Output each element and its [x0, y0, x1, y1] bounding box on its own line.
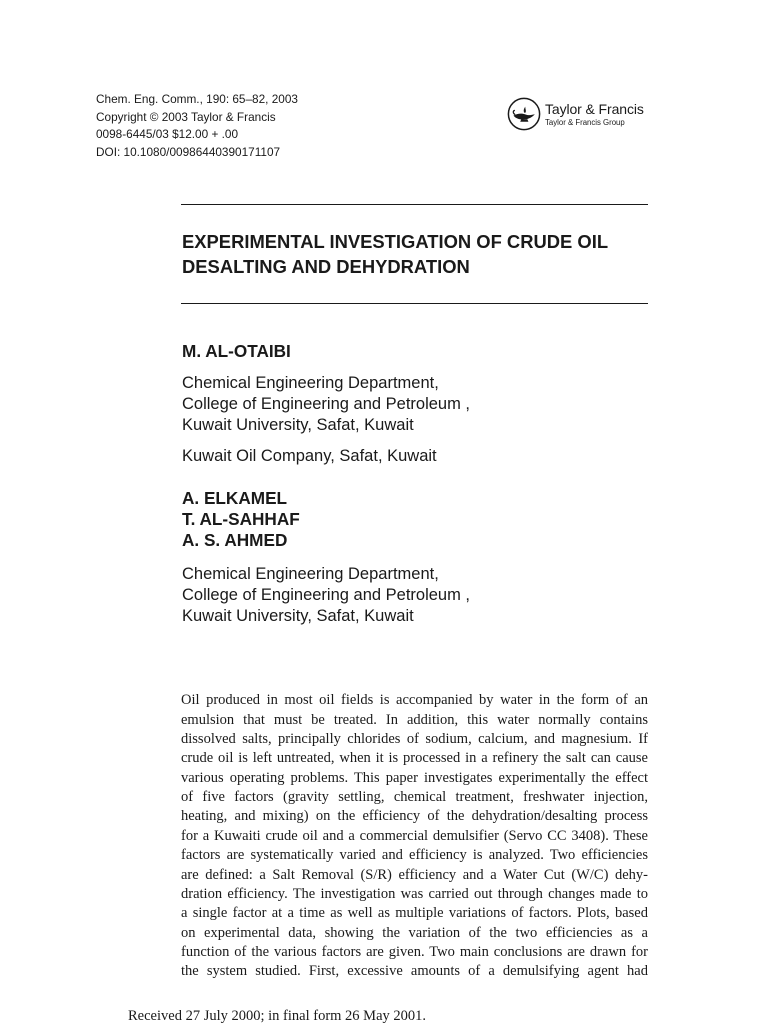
affiliation-line: Chemical Engineering Department,: [182, 564, 439, 583]
abstract: [181, 691, 648, 981]
abstract-line: on experimental data, showing the variation of the two efficiencies as a: [181, 924, 648, 941]
affiliation: [182, 373, 470, 436]
title-line: DESALTING AND DEHYDRATION: [182, 255, 470, 277]
publisher-logo: [507, 97, 649, 131]
author-list: [182, 488, 300, 551]
affiliation-line: College of Engineering and Petroleum ,: [182, 394, 471, 413]
abstract-line: dration efficiency. The investigation was carried out through changes made to: [181, 885, 648, 902]
abstract-line: dissolved salts, principally chlorides of sodium, calcium, and magnesium. If: [181, 731, 648, 748]
lamp-icon-handle: [513, 110, 515, 114]
affiliation-line: Kuwait University, Safat, Kuwait: [182, 415, 414, 434]
author-name: A. ELKAMEL: [182, 487, 288, 508]
publisher-name: Taylor & Francis: [545, 101, 644, 117]
abstract-line: heating, and mixing) on the efficiency of the dehydration/desalting process: [181, 808, 648, 825]
lamp-icon-body: [514, 114, 535, 120]
affiliation: [182, 446, 437, 467]
abstract-line: a single factor at a time as well as multiple variations of factors. Plots, based: [181, 905, 648, 922]
affiliation-line: Kuwait University, Safat, Kuwait: [182, 606, 414, 625]
abstract-line: are defined: a Salt Removal (S/R) efficiency and a Water Cut (W/C) dehy-: [181, 866, 648, 883]
publisher-group: Taylor & Francis Group: [545, 118, 625, 127]
title-line: EXPERIMENTAL INVESTIGATION OF CRUDE OIL: [182, 230, 609, 252]
title-rule-bottom: [181, 303, 648, 304]
abstract-line: function of the various factors are given. Two main conclusions are drawn for: [181, 943, 648, 960]
abstract-line: various operating problems. This paper investigates experimentally the effect: [181, 769, 648, 786]
lamp-icon-flame: [524, 107, 526, 113]
abstract-line: for a Kuwaiti crude oil and a commercial demulsifier (Servo CC 3408). These: [181, 827, 648, 844]
received-note: Received 27 July 2000; in final form 26 May 2001.: [128, 1008, 427, 1024]
author-name: A. S. AHMED: [182, 529, 288, 550]
journal-citation: Chem. Eng. Comm., 190: 65–82, 2003: [96, 92, 298, 106]
author-name: T. AL-SAHHAF: [182, 508, 300, 529]
lamp-icon-graphic: [507, 97, 541, 131]
abstract-line: crude oil is left untreated, when it is processed in a refinery the salt can cause: [181, 750, 648, 767]
affiliation-line: Chemical Engineering Department,: [182, 373, 439, 392]
abstract-line: emulsion that must be treated. In addition, this water normally contains: [181, 711, 648, 728]
affiliation: [182, 564, 470, 627]
author-list: [182, 341, 291, 362]
affiliation-line: College of Engineering and Petroleum ,: [182, 585, 471, 604]
title-rule-top: [181, 204, 648, 205]
abstract-line: the system studied. First, excessive amounts of a demulsifying agent had: [181, 963, 648, 980]
abstract-line: of five factors (gravity settling, chemical treatment, freshwater injection,: [181, 789, 648, 806]
lamp-icon: [507, 97, 541, 131]
citation-block: [96, 91, 298, 161]
copyright-line: Copyright © 2003 Taylor & Francis: [96, 109, 276, 124]
affiliation-line: Kuwait Oil Company, Safat, Kuwait: [182, 446, 437, 465]
lamp-icon-base: [520, 119, 528, 122]
issn-price-line: 0098-6445/03 $12.00 + .00: [96, 127, 239, 142]
author-name: M. AL-OTAIBI: [182, 340, 291, 361]
doi-line: DOI: 10.1080/00986440390171107: [96, 144, 281, 159]
article-title: [182, 229, 648, 279]
abstract-line: Oil produced in most oil fields is accompanied by water in the form of an: [181, 692, 648, 709]
abstract-line: factors are systematically varied and efficiency is analyzed. Two efficiencies: [181, 847, 648, 864]
